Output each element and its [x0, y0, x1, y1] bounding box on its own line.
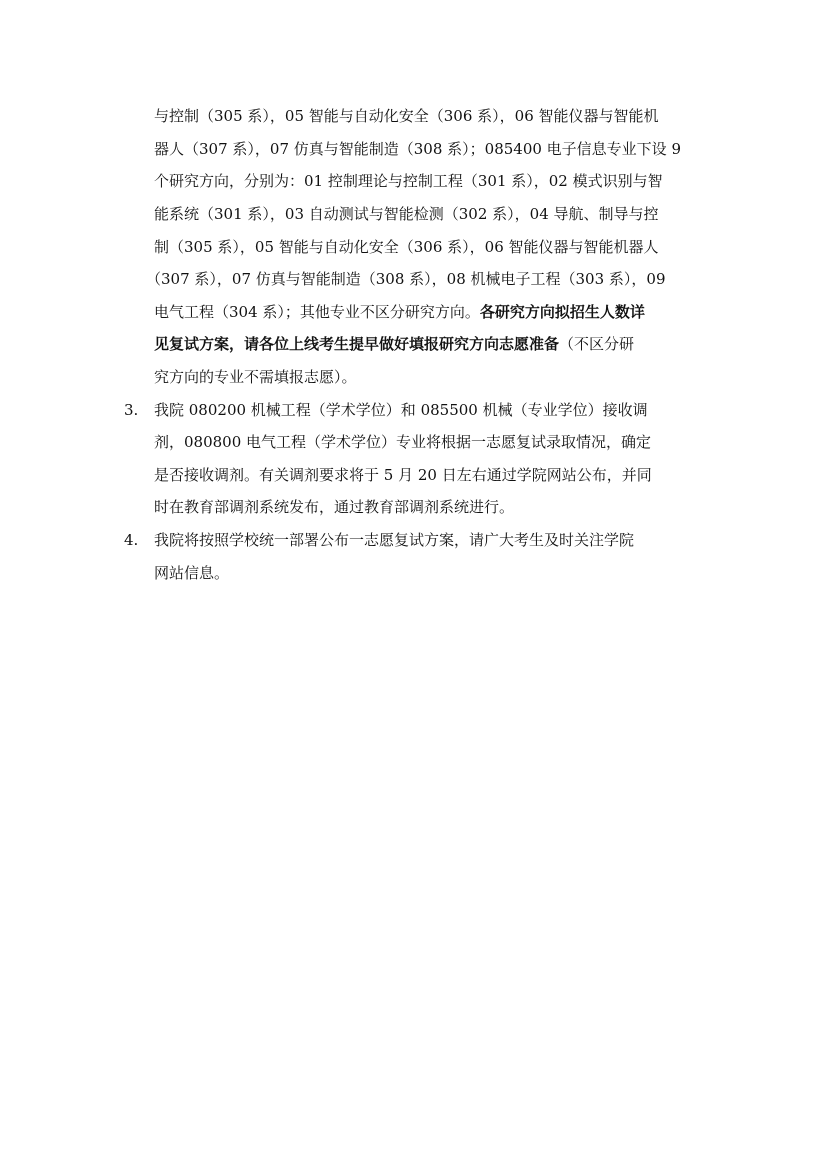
text-bold: 各研究方向拟招生人数详: [479, 303, 645, 321]
list-number: 3.: [124, 401, 139, 419]
list-item-line: 是否接收调剂。有关调剂要求将于 5 月 20 日左右通过学院网站公布，并同: [154, 466, 652, 484]
text-normal: （不区分研: [559, 335, 635, 353]
list-item-line: 剂，080800 电气工程（学术学位）专业将根据一志愿复试录取情况，确定: [154, 433, 652, 451]
list-number: 4.: [124, 531, 139, 549]
text-line: 能系统（301 系），03 自动测试与智能检测（302 系），04 导航、制导与控: [154, 205, 659, 223]
list-item-line: 我院 080200 机械工程（学术学位）和 085500 机械（专业学位）接收调: [154, 401, 648, 419]
list-item-line: 我院将按照学校统一部署公布一志愿复试方案，请广大考生及时关注学院: [154, 531, 635, 549]
text-normal: 电气工程（304 系）；其他专业不区分研究方向。: [154, 303, 480, 321]
text-line-mixed: [154, 334, 699, 354]
text-line-mixed: [154, 302, 699, 322]
text-line: 与控制（305 系），05 智能与自动化安全（306 系），06 智能仪器与智能机: [154, 107, 659, 125]
text-line: 器人（307 系），07 仿真与智能制造（308 系）；085400 电子信息专业下设 9: [154, 140, 681, 158]
text-line: 制（305 系），05 智能与自动化安全（306 系），06 智能仪器与智能机器人: [154, 238, 659, 256]
text-line: 究方向的专业不需填报志愿）。: [154, 368, 357, 386]
list-item-line: 时在教育部调剂系统发布，通过教育部调剂系统进行。: [154, 498, 515, 516]
text-bold: 见复试方案，请各位上线考生提早做好填报研究方向志愿准备: [154, 335, 560, 353]
text-line: 个研究方向，分别为：01 控制理论与控制工程（301 系），02 模式识别与智: [154, 172, 663, 190]
text-line: （307 系），07 仿真与智能制造（308 系），08 机械电子工程（303 系），09: [146, 270, 666, 288]
list-item-line: 网站信息。: [154, 564, 230, 582]
